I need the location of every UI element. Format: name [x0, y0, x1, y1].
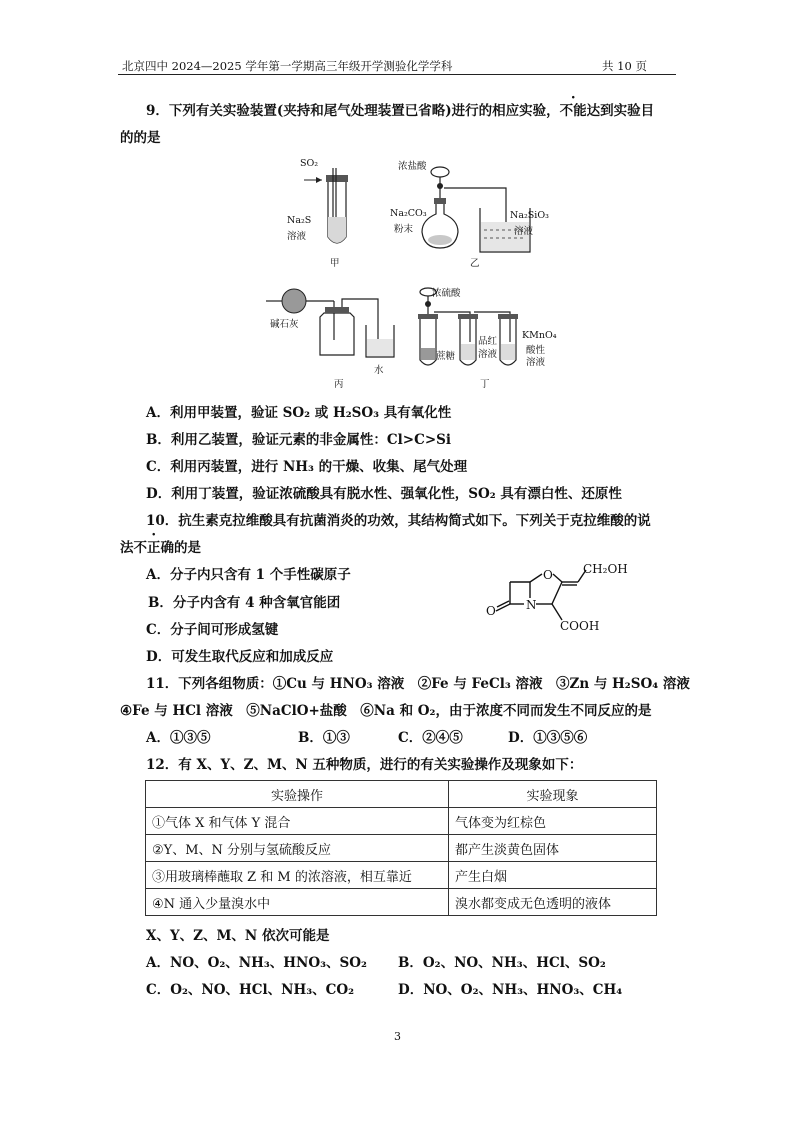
- label-ding: 丁: [480, 379, 490, 390]
- table-cell-operation: ②Y、M、N 分别与氢硫酸反应: [146, 835, 449, 862]
- label-kmno4-solution: 溶液: [526, 357, 546, 368]
- table-cell-operation: ③用玻璃棒蘸取 Z 和 M 的浓溶液，相互靠近: [146, 862, 449, 889]
- label-soda-lime: 碱石灰: [270, 319, 299, 330]
- q12-stem: 12．有 X、Y、Z、M、N 五种物质，进行的有关实验操作及现象如下：: [146, 757, 583, 773]
- table-row: [146, 889, 657, 916]
- header-pages: 共 10 页: [602, 59, 647, 73]
- apparatus-jia-diagram: [300, 155, 360, 255]
- table-cell-phenomenon: 溴水都变成无色透明的液体: [449, 889, 657, 916]
- label-water: 水: [374, 365, 384, 376]
- table-cell-operation: ④N 通入少量溴水中: [146, 889, 449, 916]
- label-so2: SO₂: [300, 158, 319, 169]
- table-header-row: [146, 781, 657, 808]
- table-cell-phenomenon: 产生白烟: [449, 862, 657, 889]
- q11-option-d: D．①③⑤⑥: [508, 730, 588, 746]
- label-na2co3-powder: 粉末: [394, 224, 414, 235]
- struct-nitrogen: N: [526, 598, 537, 612]
- q11-stem-line2: ④Fe 与 HCl 溶液 ⑤NaClO+盐酸 ⑥Na 和 O₂，由于浓度不同而发生不同反应的是: [120, 703, 652, 719]
- q10-stem-line2: 法不正确的是: [120, 540, 201, 556]
- label-kmno4-acidic: 酸性: [526, 345, 546, 356]
- header-title: 北京四中 2024—2025 学年第一学期高三年级开学测验化学学科: [122, 59, 453, 73]
- struct-keto-oxygen: O: [486, 604, 496, 618]
- label-sucrose: 蔗糖: [436, 351, 456, 362]
- struct-ring-oxygen: O: [543, 568, 553, 582]
- q9-option-d: D．利用丁装置，验证浓硫酸具有脱水性、强氧化性，SO₂ 具有漂白性、还原性: [146, 486, 622, 502]
- q12-experiment-table: [145, 780, 657, 916]
- q9-option-a: A．利用甲装置，验证 SO₂ 或 H₂SO₃ 具有氧化性: [146, 405, 452, 421]
- q9-emphasis: 不能: [559, 103, 587, 119]
- table-cell-phenomenon: 气体变为红棕色: [449, 808, 657, 835]
- q9-option-c: C．利用丙装置，进行 NH₃ 的干燥、收集、尾气处理: [146, 459, 468, 475]
- q12-option-a: A．NO、O₂、NH₃、HNO₃、SO₂: [146, 955, 367, 971]
- label-bing: 丙: [334, 379, 344, 390]
- apparatus-yi-diagram: [420, 158, 540, 258]
- label-na2s-solution: 溶液: [287, 231, 307, 242]
- table-row: [146, 862, 657, 889]
- q12-question: X、Y、Z、M、N 依次可能是: [146, 928, 330, 944]
- table-row: [146, 808, 657, 835]
- q10-emphasis: 不正确: [133, 540, 174, 556]
- page-number: 3: [394, 1030, 401, 1043]
- header-rule: [118, 74, 676, 75]
- table-header-phenomenon: 实验现象: [449, 781, 657, 808]
- label-pinhong: 品红: [478, 336, 498, 347]
- label-pinhong-solution: 溶液: [478, 349, 498, 360]
- label-yi: 乙: [470, 258, 480, 269]
- q12-option-c: C．O₂、NO、HCl、NH₃、CO₂: [146, 982, 355, 998]
- label-kmno4: KMnO₄: [522, 330, 557, 341]
- label-na2s: Na₂S: [287, 215, 312, 226]
- q9-option-b: B．利用乙装置，验证元素的非金属性：Cl>C>Si: [146, 432, 452, 448]
- label-na2co3: Na₂CO₃: [390, 208, 427, 219]
- q12-option-d: D．NO、O₂、NH₃、HNO₃、CH₄: [398, 982, 623, 998]
- q10-option-d: D．可发生取代反应和加成反应: [146, 649, 334, 665]
- struct-ch2oh: CH₂OH: [583, 562, 628, 576]
- label-conc-h2so4: 浓硫酸: [432, 288, 461, 299]
- q9-stem-line2: 的的是: [120, 130, 161, 146]
- q11-option-a: A．①③⑤: [146, 730, 211, 746]
- label-jia: 甲: [330, 258, 340, 269]
- q9-stem-line1: 9．下列有关实验装置(夹持和尾气处理装置已省略)进行的相应实验，不能达到实验目: [146, 103, 655, 119]
- table-header-operation: 实验操作: [146, 781, 449, 808]
- q10-option-a: A．分子内只含有 1 个手性碳原子: [146, 567, 351, 583]
- label-na2sio3: Na₂SiO₃: [510, 210, 549, 221]
- table-row: [146, 835, 657, 862]
- q10-option-c: C．分子间可形成氢键: [146, 622, 279, 638]
- label-conc-hcl: 浓盐酸: [398, 161, 427, 172]
- table-cell-operation: ①气体 X 和气体 Y 混合: [146, 808, 449, 835]
- q12-option-b: B．O₂、NO、NH₃、HCl、SO₂: [398, 955, 606, 971]
- q10-stem-line1: 10．抗生素克拉维酸具有抗菌消炎的功效，其结构简式如下。下列关于克拉维酸的说: [146, 513, 651, 529]
- q11-stem-line1: 11．下列各组物质：①Cu 与 HNO₃ 溶液 ②Fe 与 FeCl₃ 溶液 ③Zn 与 H₂SO₄ 溶液: [146, 676, 690, 692]
- q11-option-c: C．②④⑤: [398, 730, 463, 746]
- q11-option-b: B．①③: [298, 730, 350, 746]
- q10-option-b: B．分子内含有 4 种含氧官能团: [148, 595, 341, 611]
- struct-cooh: COOH: [560, 619, 600, 633]
- label-na2sio3-solution: 溶液: [514, 226, 534, 237]
- table-cell-phenomenon: 都产生淡黄色固体: [449, 835, 657, 862]
